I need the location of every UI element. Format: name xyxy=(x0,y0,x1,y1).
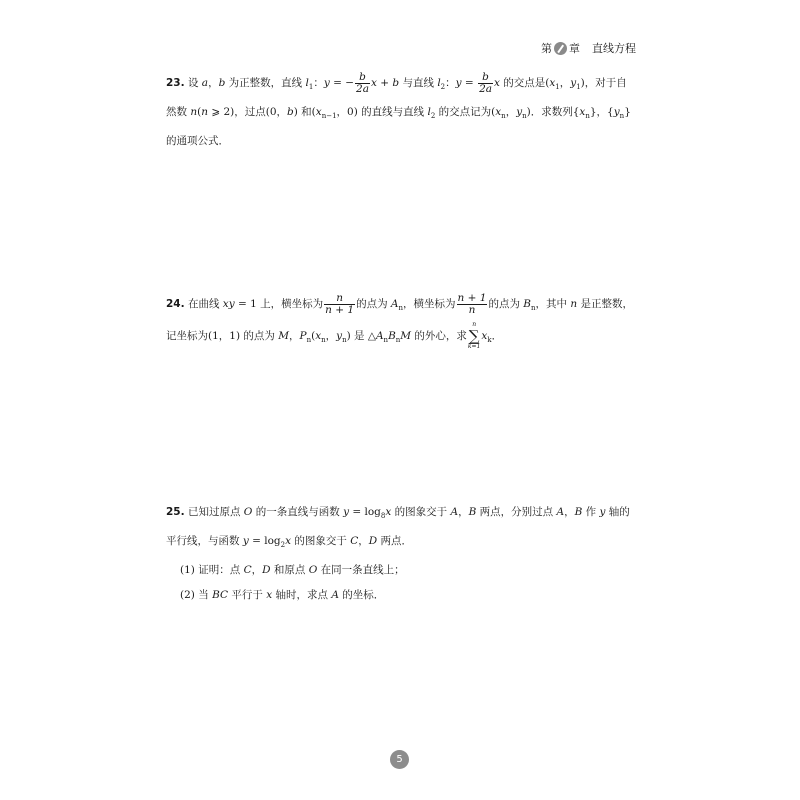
math: y xyxy=(599,506,606,518)
math: C xyxy=(243,564,252,577)
math: C xyxy=(350,535,359,548)
fraction-numerator: b xyxy=(478,72,493,84)
subscript: n xyxy=(395,336,401,345)
text: ，横坐标为 xyxy=(403,298,456,310)
subscript: n−1 xyxy=(321,112,337,121)
text: (1) 证明：点 xyxy=(180,564,244,577)
problem-25-part-2 xyxy=(166,583,636,608)
math: l xyxy=(437,77,441,89)
math: a xyxy=(201,77,209,89)
math: y xyxy=(613,106,620,119)
math: l xyxy=(305,77,309,89)
text: ( xyxy=(311,330,316,343)
fraction-denominator: 2a xyxy=(479,82,493,95)
fraction xyxy=(324,293,355,316)
text: ) 是 △ xyxy=(346,330,376,343)
math: x xyxy=(315,106,322,119)
subscript: 8 xyxy=(380,512,386,521)
text: }，{ xyxy=(589,106,614,119)
fraction-denominator: n + 1 xyxy=(325,303,355,316)
problem-23 xyxy=(166,71,636,154)
fraction xyxy=(355,72,370,95)
text: 与直线 xyxy=(399,77,438,89)
math: n xyxy=(190,106,198,119)
math: x xyxy=(494,77,500,89)
subscript: k xyxy=(487,336,492,345)
math: n xyxy=(201,106,208,119)
math: x xyxy=(285,535,292,548)
text: 两点． xyxy=(377,535,413,548)
text: ， xyxy=(564,506,575,518)
fraction-numerator: n xyxy=(324,293,355,305)
math: xy xyxy=(222,298,235,310)
text: }的通项公式． xyxy=(166,106,631,148)
subscript: n xyxy=(321,336,326,345)
text: 的交点是( xyxy=(499,77,550,89)
math: A xyxy=(390,298,399,310)
text: 作 xyxy=(582,506,600,518)
summation-upper: n xyxy=(472,321,477,329)
math: O xyxy=(308,564,318,577)
math: B xyxy=(523,298,532,310)
problem-24 xyxy=(166,292,636,353)
math: A xyxy=(450,506,459,518)
problem-25-stem xyxy=(166,500,636,558)
problem-number: 24. xyxy=(166,298,185,310)
fraction-numerator: b xyxy=(355,72,370,84)
math: y xyxy=(516,106,523,119)
text: 平行于 xyxy=(228,589,267,602)
page-number: 5 xyxy=(390,750,409,769)
text: ， xyxy=(251,564,263,577)
text: 已知过原点 xyxy=(187,506,244,518)
chapter-suffix: 章 xyxy=(569,42,580,55)
text: = 1 上，横坐标为 xyxy=(234,298,324,310)
problem-25 xyxy=(166,500,636,608)
math: P xyxy=(299,330,307,343)
math: b xyxy=(392,77,400,89)
text: ， xyxy=(289,330,300,343)
math: x xyxy=(266,589,273,602)
fraction-numerator: n + 1 xyxy=(457,291,487,304)
math: l xyxy=(427,106,431,119)
math: A xyxy=(556,506,565,518)
summation-lower: k=1 xyxy=(467,343,481,351)
subscript: 2 xyxy=(440,83,446,92)
math: b xyxy=(287,106,294,119)
math: O xyxy=(243,506,253,518)
math: M xyxy=(400,330,412,343)
text: = log xyxy=(248,535,281,548)
subscript: n xyxy=(383,336,389,345)
math: x xyxy=(579,106,586,119)
subscript: n xyxy=(501,112,506,121)
math: y xyxy=(242,535,249,548)
text: 和原点 xyxy=(270,564,309,577)
math: B xyxy=(574,506,583,518)
text: ， xyxy=(358,535,369,548)
text: ) 和( xyxy=(293,106,316,119)
text: )．求数列{ xyxy=(526,106,580,119)
chapter-title: 直线方程 xyxy=(592,42,636,55)
subscript: n xyxy=(398,304,404,313)
text: 的图象交于 xyxy=(291,535,351,548)
text: = xyxy=(461,77,478,89)
subscript: 2 xyxy=(280,541,286,550)
subscript: 2 xyxy=(430,112,436,121)
fraction xyxy=(457,293,488,316)
text: ， xyxy=(458,506,469,518)
problem-number: 23. xyxy=(166,77,185,89)
math: y xyxy=(570,77,577,89)
text: 在曲线 xyxy=(187,298,223,310)
math: x xyxy=(385,506,392,518)
text: ⩾ 2)，过点(0， xyxy=(207,106,288,119)
math: y xyxy=(323,77,330,89)
math: x xyxy=(549,77,556,89)
text: ，其中 xyxy=(535,298,571,310)
text: ， xyxy=(325,330,337,343)
text: ： xyxy=(313,77,324,89)
math: A xyxy=(375,330,384,343)
text: = − xyxy=(329,77,355,89)
text: 是正整数，记坐标为(1，1) 的点为 xyxy=(166,298,633,343)
text: 设 xyxy=(187,77,202,89)
text: (2) 当 xyxy=(180,589,213,602)
page-header xyxy=(541,40,636,56)
text: 两点，分别过点 xyxy=(476,506,557,518)
text: ， xyxy=(208,77,219,89)
problem-number: 25. xyxy=(166,506,185,518)
text: + xyxy=(376,77,393,89)
text: ， xyxy=(505,106,517,119)
text: 的点为 xyxy=(356,298,391,310)
text: 的交点记为( xyxy=(435,106,496,119)
text: ： xyxy=(445,77,456,89)
text: )，对于自然数 xyxy=(166,77,627,119)
subscript: 1 xyxy=(555,83,560,92)
fraction xyxy=(478,72,493,95)
summation xyxy=(468,321,480,351)
math: B xyxy=(388,330,396,343)
subscript: n xyxy=(306,336,312,345)
text: 的点为 xyxy=(488,298,524,310)
math: x xyxy=(495,106,502,119)
math: x xyxy=(370,77,377,89)
text: 轴时，求点 xyxy=(272,589,332,602)
fraction-denominator: n xyxy=(468,303,476,316)
math: B xyxy=(468,506,477,518)
math: x xyxy=(481,330,488,343)
math: x xyxy=(315,330,322,343)
math: y xyxy=(343,506,350,518)
problem-25-part-1 xyxy=(166,558,636,583)
text: ． xyxy=(491,330,503,343)
text: 的坐标． xyxy=(338,589,385,602)
subscript: 1 xyxy=(576,83,581,92)
text: 为正整数，直线 xyxy=(225,77,306,89)
subscript: 1 xyxy=(308,83,314,92)
math: M xyxy=(278,330,289,343)
subscript: n xyxy=(522,112,527,121)
subscript: n xyxy=(531,304,536,313)
subscript: n xyxy=(619,112,625,121)
math: n xyxy=(570,298,578,310)
subscript: n xyxy=(585,112,590,121)
sigma-symbol: ∑ xyxy=(468,327,480,346)
subscript: n xyxy=(342,336,347,345)
chapter-number-badge-icon xyxy=(554,42,567,55)
math: b xyxy=(218,77,226,89)
text: = log xyxy=(349,506,381,518)
text: 轴的平行线，与函数 xyxy=(166,506,630,548)
math: BC xyxy=(212,589,229,602)
math: y xyxy=(455,77,462,89)
text: ，0) 的直线与直线 xyxy=(336,106,428,119)
text: 的图象交于 xyxy=(391,506,451,518)
text: ( xyxy=(197,106,202,119)
math: A xyxy=(331,589,339,602)
math: D xyxy=(262,564,271,577)
text: 的外心，求 xyxy=(411,330,467,343)
text: 在同一条直线上； xyxy=(317,564,405,577)
chapter-prefix: 第 xyxy=(541,42,552,55)
text: 的一条直线与函数 xyxy=(252,506,344,518)
math: y xyxy=(336,330,343,343)
fraction-denominator: 2a xyxy=(356,82,369,95)
text: ， xyxy=(559,77,571,89)
math: D xyxy=(368,535,378,548)
